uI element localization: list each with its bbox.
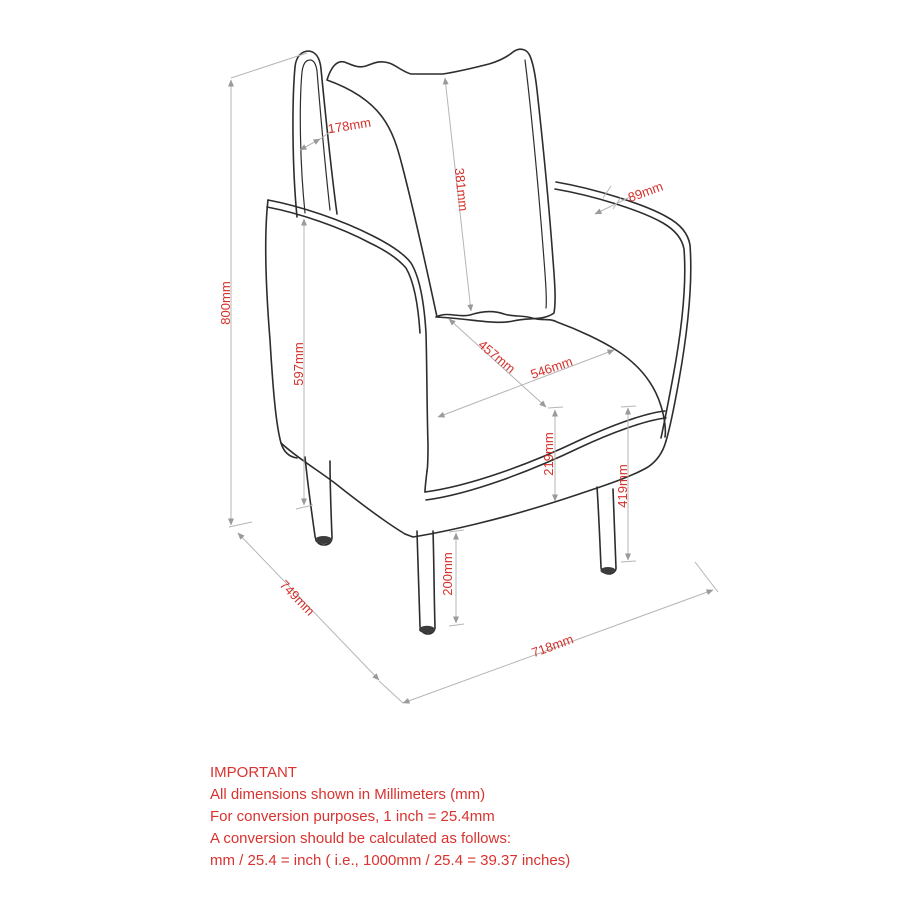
front-right-leg <box>597 487 616 574</box>
units-note <box>210 762 570 872</box>
chair-right-arm <box>555 182 691 441</box>
chair-legs <box>305 457 616 634</box>
back-left-leg-cap <box>315 536 332 544</box>
units-note-line: mm / 25.4 = inch ( i.e., 1000mm / 25.4 = 39.37 inches) <box>210 852 571 869</box>
dim-label-overall-height: 800mm <box>218 281 233 325</box>
extension-tick <box>695 562 718 592</box>
dimension-labels <box>218 115 665 660</box>
extension-tick <box>229 522 252 527</box>
back-left-leg <box>305 457 332 545</box>
units-note-line: For conversion purposes, 1 inch = 25.4mm <box>210 808 495 825</box>
dim-label-back-height: 381mm <box>451 167 472 212</box>
dim-label-seat-depth: 457mm <box>475 336 519 377</box>
dim-label-overall-width: 718mm <box>529 631 576 661</box>
dim-label-back-post-width: 178mm <box>326 114 372 137</box>
chair-outline <box>266 49 691 634</box>
chair-left-arm <box>266 200 428 471</box>
dim-label-side-height: 597mm <box>291 342 306 386</box>
front-left-leg-cap <box>419 626 435 634</box>
units-note-line: A conversion should be calculated as follows: <box>210 830 512 847</box>
front-right-leg-cap <box>601 567 616 574</box>
front-left-leg <box>417 531 435 634</box>
extension-tick <box>379 681 403 703</box>
extension-tick <box>548 407 563 408</box>
chair-back-cushion <box>327 49 555 322</box>
dim-label-leg-height: 200mm <box>440 552 455 596</box>
dim-label-overall-depth: 749mm <box>276 577 318 619</box>
units-note-line: All dimensions shown in Millimeters (mm) <box>210 786 486 803</box>
dim-line-seat-width <box>438 350 614 417</box>
dim-label-seat-width: 546mm <box>528 353 575 382</box>
units-note-title: IMPORTANT <box>210 764 297 781</box>
dim-line-back-post-width <box>300 139 320 150</box>
dim-label-seat-height: 419mm <box>615 464 630 508</box>
dim-label-arm-top-width: 89mm <box>625 178 665 205</box>
dim-label-seat-thickness: 219mm <box>541 432 556 476</box>
